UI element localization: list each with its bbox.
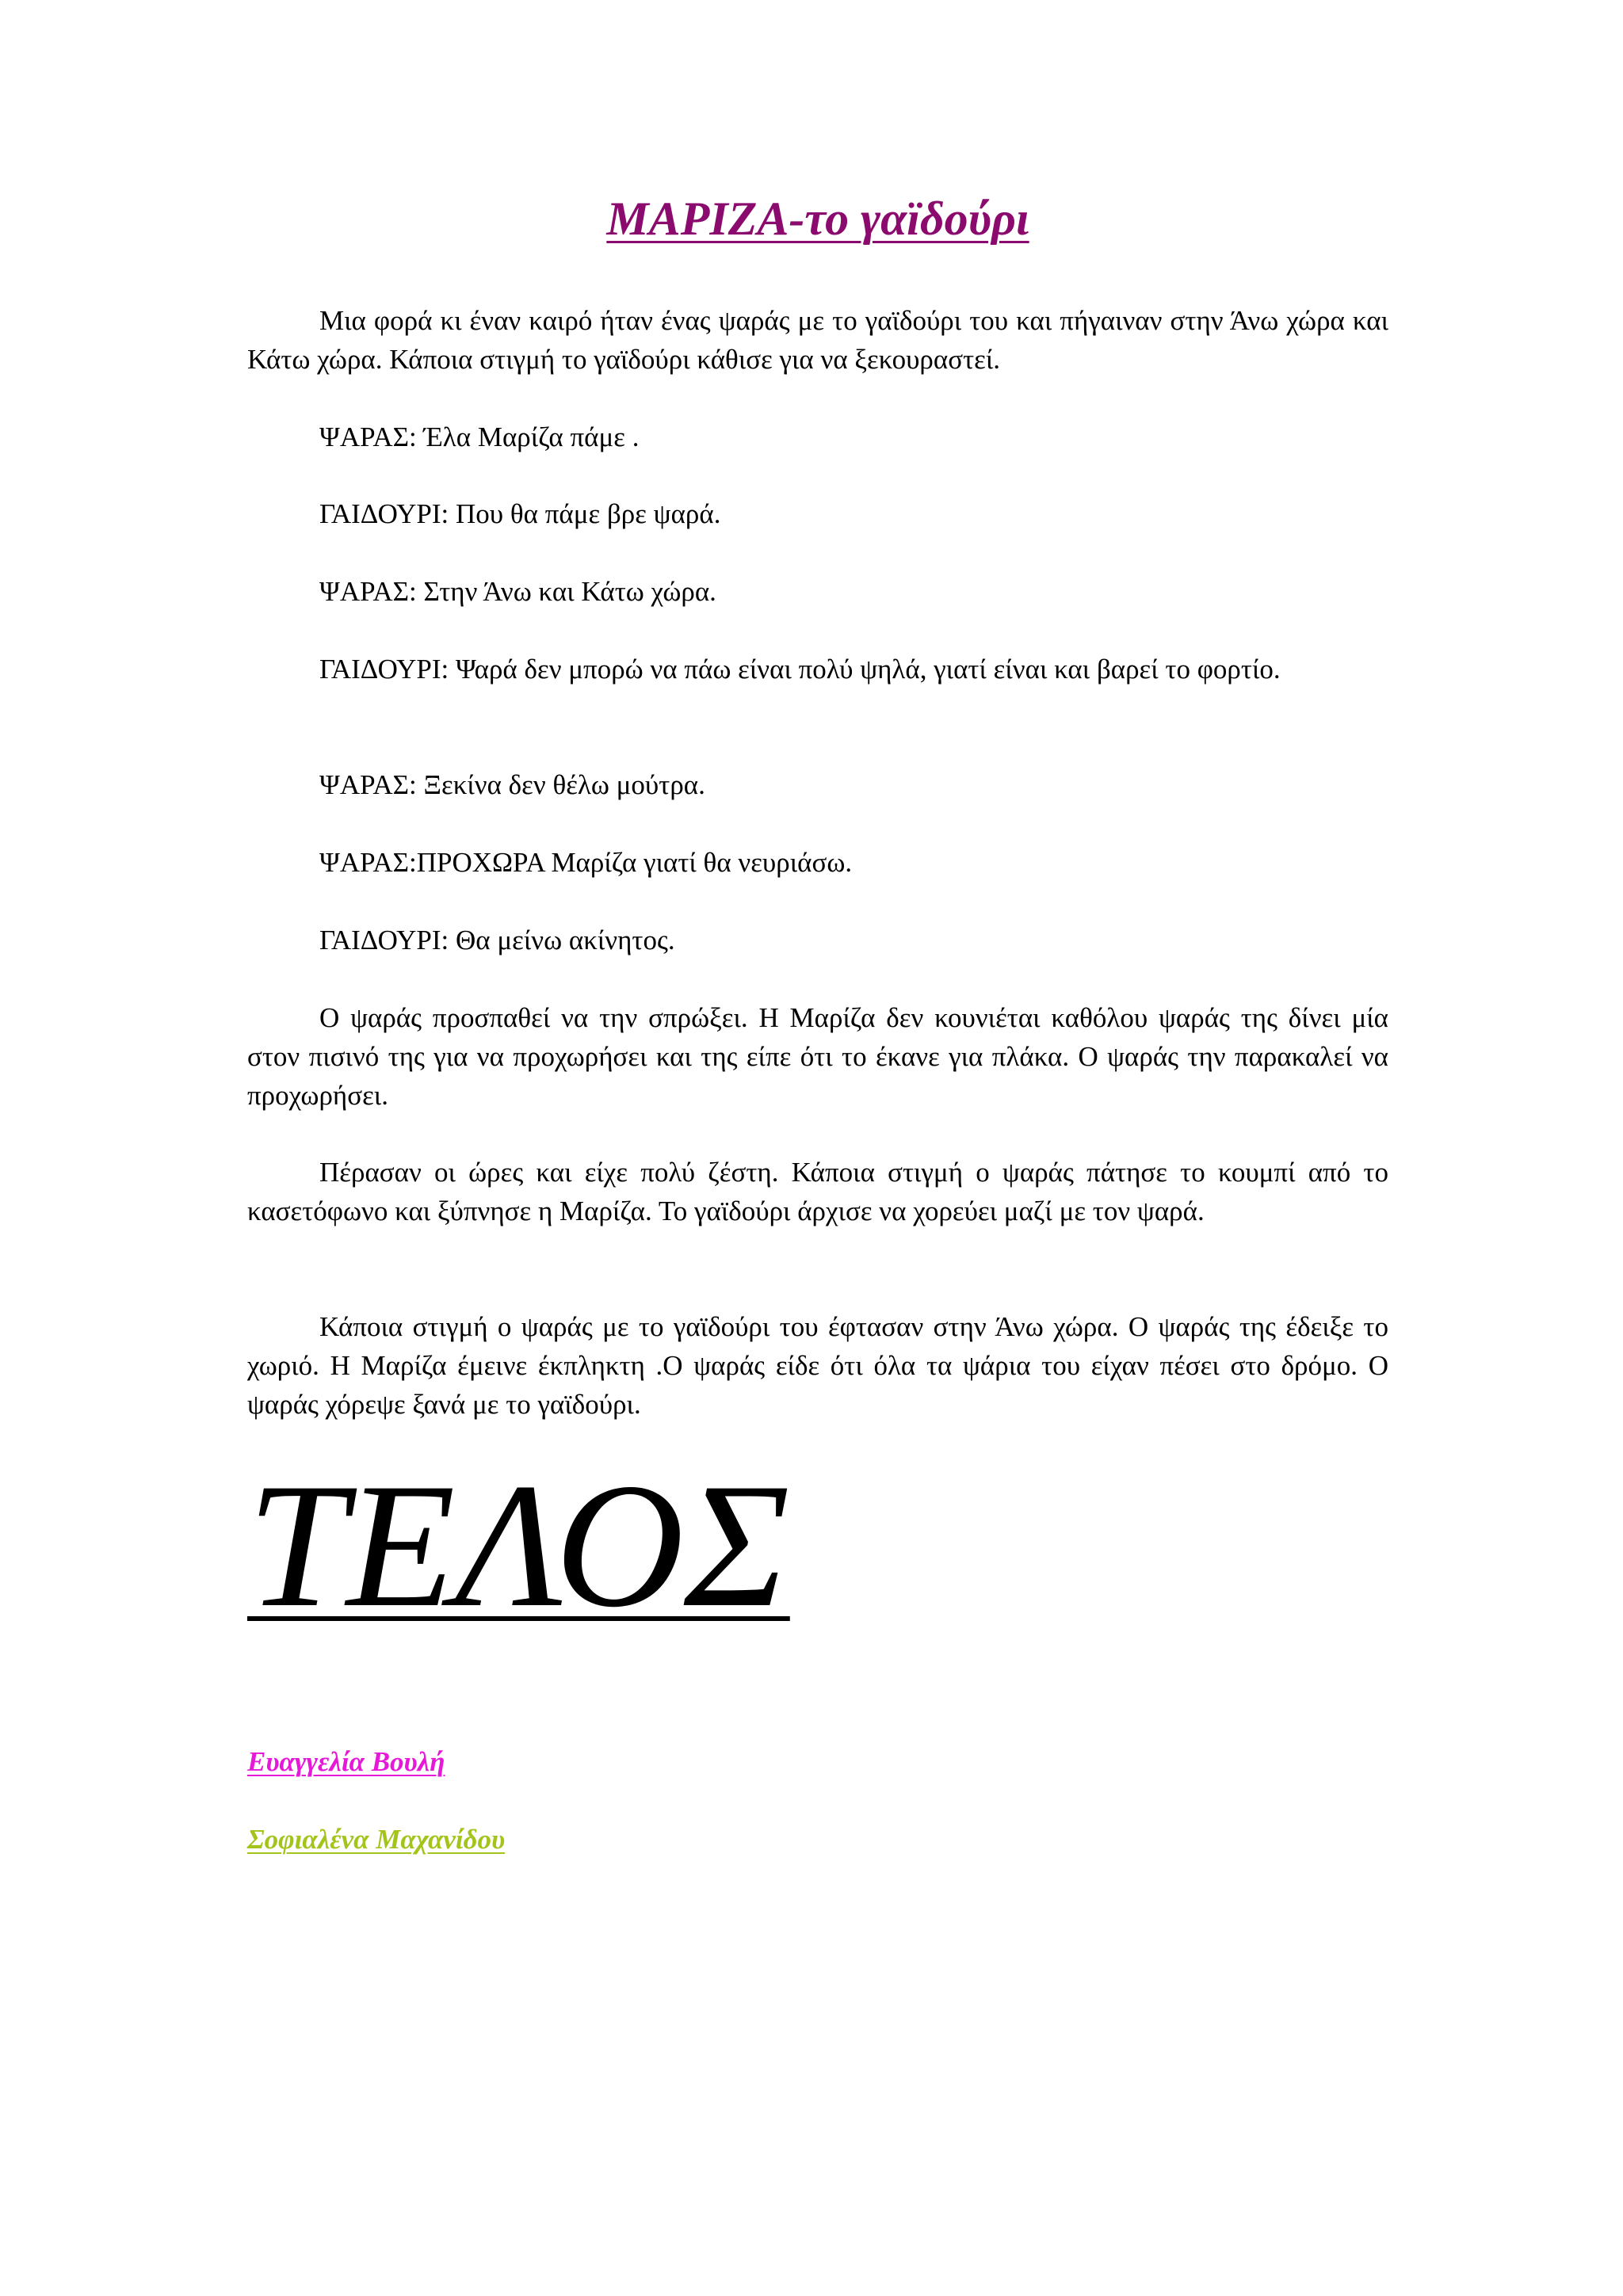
dialogue-line-5: ΨΑΡΑΣ: Ξεκίνα δεν θέλω μούτρα.	[319, 769, 705, 800]
dialogue-line-2: ΓΑΙΔΟΥΡΙ: Που θα πάμε βρε ψαρά.	[319, 498, 721, 529]
dialogue-line-6: ΨΑΡΑΣ:ΠΡΟΧΩΡΑ Μαρίζα γιατί θα νευριάσω.	[319, 847, 853, 878]
ending-heading: ΤΕΛΟΣ	[247, 1446, 790, 1644]
dialogue-line-3: ΨΑΡΑΣ: Στην Άνω και Κάτω χώρα.	[319, 576, 716, 607]
author-name-1: Ευαγγελία Βουλή	[247, 1746, 445, 1777]
author-name-2: Σοφιαλένα Μαχανίδου	[247, 1824, 506, 1855]
dialogue-line-1: ΨΑΡΑΣ: Έλα Μαρίζα πάμε .	[319, 421, 640, 452]
story-paragraph-4: Κάποια στιγμή ο ψαράς με το γαϊδούρι του έφτασαν στην Άνω χώρα. Ο ψαράς της έδειξε το χωριό. Η Μαρίζα έμεινε έκπληκτη .Ο ψαράς είδε ότι όλα τα ψάρια του είχαν πέσει στο δρόμο. Ο ψαράς χόρεψε ξανά με το γαϊδούρι.	[247, 1311, 1388, 1420]
dialogue-line-4: ΓΑΙΔΟΥΡΙ: Ψαρά δεν μπορώ να πάω είναι πολύ ψηλά, γιατί είναι και βαρεί το φορτίο.	[319, 654, 1281, 685]
dialogue-line-7: ΓΑΙΔΟΥΡΙ: Θα μείνω ακίνητος.	[319, 925, 675, 955]
story-paragraph-2: Ο ψαράς προσπαθεί να την σπρώξει. Η Μαρίζα δεν κουνιέται καθόλου ψαράς της δίνει μία στον πισινό της για να προχωρήσει και της είπε ότι το έκανε για πλάκα. Ο ψαράς την παρακαλεί να προχωρήσει.	[247, 1002, 1388, 1111]
document-title: ΜΑΡΙΖΑ-το γαϊδούρι	[606, 193, 1029, 245]
story-paragraph-3: Πέρασαν οι ώρες και είχε πολύ ζέστη. Κάποια στιγμή ο ψαράς πάτησε το κουμπί από το κασετόφωνο και ξύπνησε η Μαρίζα. Το γαϊδούρι άρχισε να χορεύει μαζί με τον ψαρά.	[247, 1157, 1388, 1226]
story-paragraph-1: Μια φορά κι έναν καιρό ήταν ένας ψαράς με το γαϊδούρι του και πήγαιναν στην Άνω χώρα και Κάτω χώρα. Κάποια στιγμή το γαϊδούρι κάθισε για να ξεκουραστεί.	[247, 305, 1388, 375]
